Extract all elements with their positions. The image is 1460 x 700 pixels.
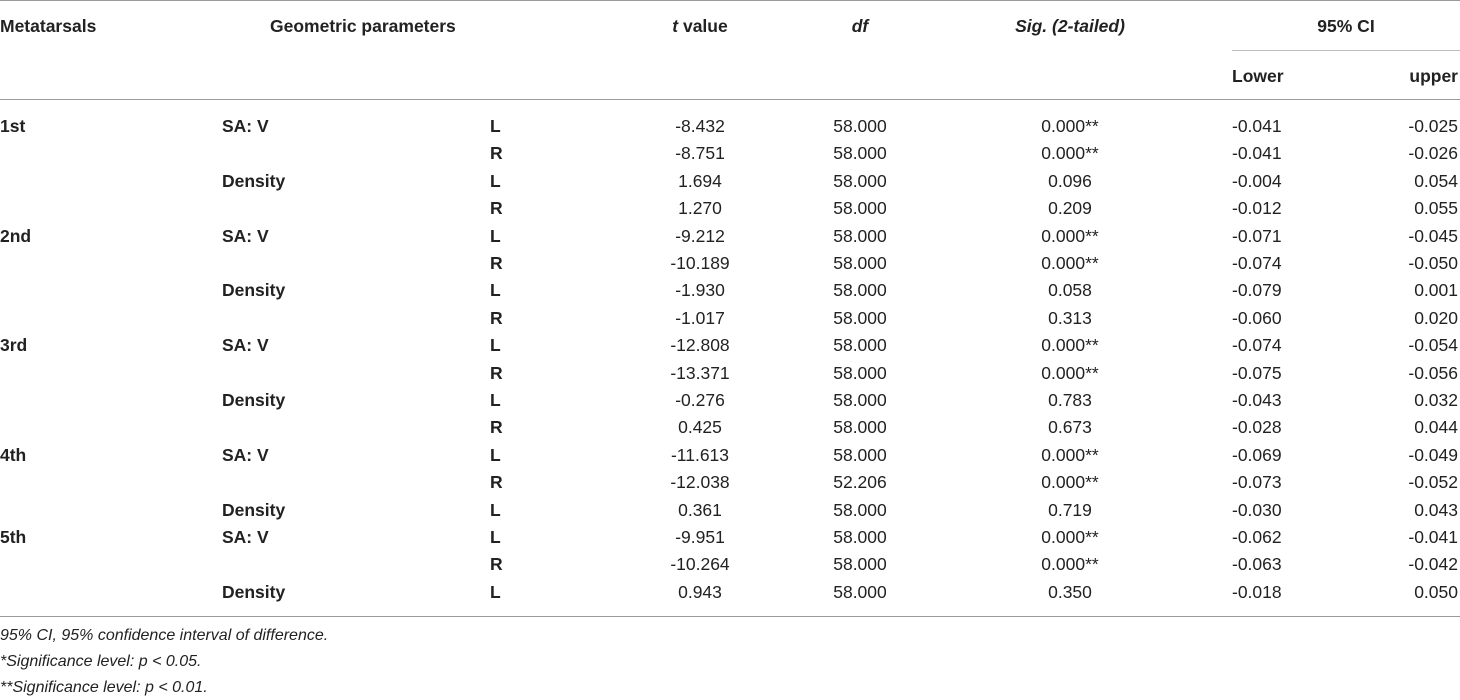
cell-lower: -0.074 <box>1232 253 1282 273</box>
cell-df: 58.000 <box>833 225 887 246</box>
footnote-p05: *Significance level: p < 0.05. <box>0 653 202 670</box>
header-upper: upper <box>1409 66 1458 86</box>
cell-lower: -0.069 <box>1232 444 1282 465</box>
cell-sig: 0.000** <box>1041 143 1099 164</box>
cell-sig: 0.783 <box>1048 390 1092 410</box>
cell-df: 58.000 <box>833 198 887 219</box>
cell-t-value: -1.930 <box>675 280 725 301</box>
cell-lower: -0.004 <box>1232 170 1282 191</box>
cell-parameter: Density <box>222 499 286 520</box>
cell-sig: 0.000** <box>1041 253 1099 273</box>
header-t-letter: t <box>672 16 679 36</box>
cell-df: 58.000 <box>833 116 887 136</box>
top-rule <box>0 0 1460 1</box>
cell-lower: -0.041 <box>1232 143 1282 164</box>
cell-t-value: -12.808 <box>670 335 730 356</box>
cell-t-value: -11.613 <box>670 444 730 465</box>
cell-df: 58.000 <box>833 170 887 191</box>
cell-side: L <box>490 444 501 465</box>
cell-upper: -0.025 <box>1408 116 1458 136</box>
cell-upper: -0.050 <box>1408 253 1458 273</box>
cell-side: L <box>490 499 501 520</box>
header-t-rest: value <box>678 16 728 36</box>
cell-side: L <box>490 581 501 602</box>
header-df: df <box>851 16 869 36</box>
cell-df: 58.000 <box>833 307 887 328</box>
header-sig: Sig. (2-tailed) <box>1015 16 1125 36</box>
cell-parameter: SA: V <box>222 527 269 547</box>
ci-rule <box>1232 50 1460 51</box>
cell-parameter: SA: V <box>222 335 269 356</box>
cell-sig: 0.000** <box>1041 527 1099 547</box>
cell-side: R <box>490 417 503 438</box>
cell-t-value: -10.189 <box>670 253 730 273</box>
cell-lower: -0.028 <box>1232 417 1282 438</box>
cell-t-value: -12.038 <box>670 472 730 493</box>
cell-parameter: Density <box>222 581 286 602</box>
cell-sig: 0.673 <box>1048 417 1092 438</box>
cell-df: 58.000 <box>833 280 887 301</box>
header-metatarsals: Metatarsals <box>0 16 97 36</box>
cell-lower: -0.079 <box>1232 280 1282 301</box>
cell-upper: -0.056 <box>1408 362 1458 383</box>
cell-lower: -0.030 <box>1232 499 1282 520</box>
cell-side: R <box>490 253 503 273</box>
cell-lower: -0.043 <box>1232 390 1282 410</box>
footnote-p01: **Significance level: p < 0.01. <box>0 679 208 696</box>
cell-side: R <box>490 143 503 164</box>
cell-df: 58.000 <box>833 335 887 356</box>
cell-df: 58.000 <box>833 362 887 383</box>
cell-upper: -0.052 <box>1408 472 1458 493</box>
cell-parameter: SA: V <box>222 444 269 465</box>
cell-side: L <box>490 116 501 136</box>
cell-t-value: 0.943 <box>678 581 722 602</box>
cell-parameter: Density <box>222 390 286 410</box>
cell-metatarsal: 2nd <box>0 225 32 246</box>
cell-metatarsal: 5th <box>0 527 27 547</box>
cell-t-value: -1.017 <box>675 307 725 328</box>
cell-lower: -0.012 <box>1232 198 1282 219</box>
cell-side: L <box>490 225 501 246</box>
cell-df: 58.000 <box>833 554 887 575</box>
cell-t-value: -8.751 <box>675 143 725 164</box>
cell-sig: 0.719 <box>1048 499 1092 520</box>
cell-metatarsal: 3rd <box>0 335 28 356</box>
cell-t-value: -9.951 <box>675 527 725 547</box>
cell-lower: -0.074 <box>1232 335 1282 356</box>
cell-sig: 0.096 <box>1048 170 1092 191</box>
cell-df: 58.000 <box>833 527 887 547</box>
cell-df: 58.000 <box>833 581 887 602</box>
cell-t-value: 1.694 <box>678 170 722 191</box>
header-95ci: 95% CI <box>1317 16 1375 36</box>
cell-lower: -0.063 <box>1232 554 1282 575</box>
cell-upper: 0.050 <box>1414 581 1458 602</box>
cell-metatarsal: 4th <box>0 444 27 465</box>
cell-side: R <box>490 472 503 493</box>
header-geometric-parameters: Geometric parameters <box>270 16 456 36</box>
cell-upper: 0.043 <box>1414 499 1458 520</box>
cell-df: 58.000 <box>833 499 887 520</box>
cell-t-value: 0.425 <box>678 417 722 438</box>
header-rule <box>0 99 1460 100</box>
cell-df: 58.000 <box>833 444 887 465</box>
cell-df: 58.000 <box>833 417 887 438</box>
cell-parameter: SA: V <box>222 225 269 246</box>
cell-sig: 0.000** <box>1041 362 1099 383</box>
cell-sig: 0.000** <box>1041 225 1099 246</box>
footnote-ci: 95% CI, 95% confidence interval of difference. <box>0 627 329 644</box>
cell-lower: -0.071 <box>1232 225 1282 246</box>
cell-sig: 0.000** <box>1041 335 1099 356</box>
cell-lower: -0.060 <box>1232 307 1282 328</box>
cell-df: 58.000 <box>833 390 887 410</box>
cell-side: L <box>490 170 501 191</box>
cell-t-value: -10.264 <box>670 554 730 575</box>
cell-t-value: -0.276 <box>675 390 725 410</box>
cell-sig: 0.000** <box>1041 444 1099 465</box>
cell-side: L <box>490 390 501 410</box>
cell-lower: -0.073 <box>1232 472 1282 493</box>
cell-t-value: -13.371 <box>670 362 730 383</box>
cell-sig: 0.350 <box>1048 581 1092 602</box>
cell-side: R <box>490 362 503 383</box>
cell-t-value: 0.361 <box>678 499 722 520</box>
cell-df: 58.000 <box>833 253 887 273</box>
cell-parameter: SA: V <box>222 116 269 136</box>
cell-side: L <box>490 335 501 356</box>
cell-upper: 0.001 <box>1414 280 1458 301</box>
cell-upper: 0.054 <box>1414 170 1458 191</box>
cell-upper: -0.045 <box>1408 225 1458 246</box>
cell-upper: -0.026 <box>1408 143 1458 164</box>
cell-side: R <box>490 554 503 575</box>
cell-side: R <box>490 307 503 328</box>
cell-sig: 0.058 <box>1048 280 1092 301</box>
cell-upper: -0.054 <box>1408 335 1458 356</box>
cell-lower: -0.062 <box>1232 527 1282 547</box>
bottom-rule <box>0 616 1460 617</box>
cell-sig: 0.209 <box>1048 198 1092 219</box>
cell-t-value: 1.270 <box>678 198 722 219</box>
cell-parameter: Density <box>222 170 286 191</box>
cell-sig: 0.000** <box>1041 554 1099 575</box>
cell-df: 58.000 <box>833 143 887 164</box>
cell-upper: -0.042 <box>1408 554 1458 575</box>
cell-parameter: Density <box>222 280 286 301</box>
cell-lower: -0.041 <box>1232 116 1282 136</box>
cell-side: R <box>490 198 503 219</box>
cell-metatarsal: 1st <box>0 116 26 136</box>
cell-upper: 0.055 <box>1414 198 1458 219</box>
cell-sig: 0.313 <box>1048 307 1092 328</box>
cell-lower: -0.018 <box>1232 581 1282 602</box>
cell-upper: -0.041 <box>1408 527 1458 547</box>
cell-t-value: -9.212 <box>675 225 725 246</box>
cell-lower: -0.075 <box>1232 362 1282 383</box>
cell-upper: 0.044 <box>1414 417 1458 438</box>
cell-side: L <box>490 527 501 547</box>
cell-t-value: -8.432 <box>675 116 725 136</box>
cell-upper: 0.032 <box>1414 390 1458 410</box>
cell-sig: 0.000** <box>1041 472 1099 493</box>
cell-side: L <box>490 280 501 301</box>
cell-upper: 0.020 <box>1414 307 1458 328</box>
header-lower: Lower <box>1232 66 1284 86</box>
cell-df: 52.206 <box>833 472 887 493</box>
cell-sig: 0.000** <box>1041 116 1099 136</box>
cell-upper: -0.049 <box>1408 444 1458 465</box>
